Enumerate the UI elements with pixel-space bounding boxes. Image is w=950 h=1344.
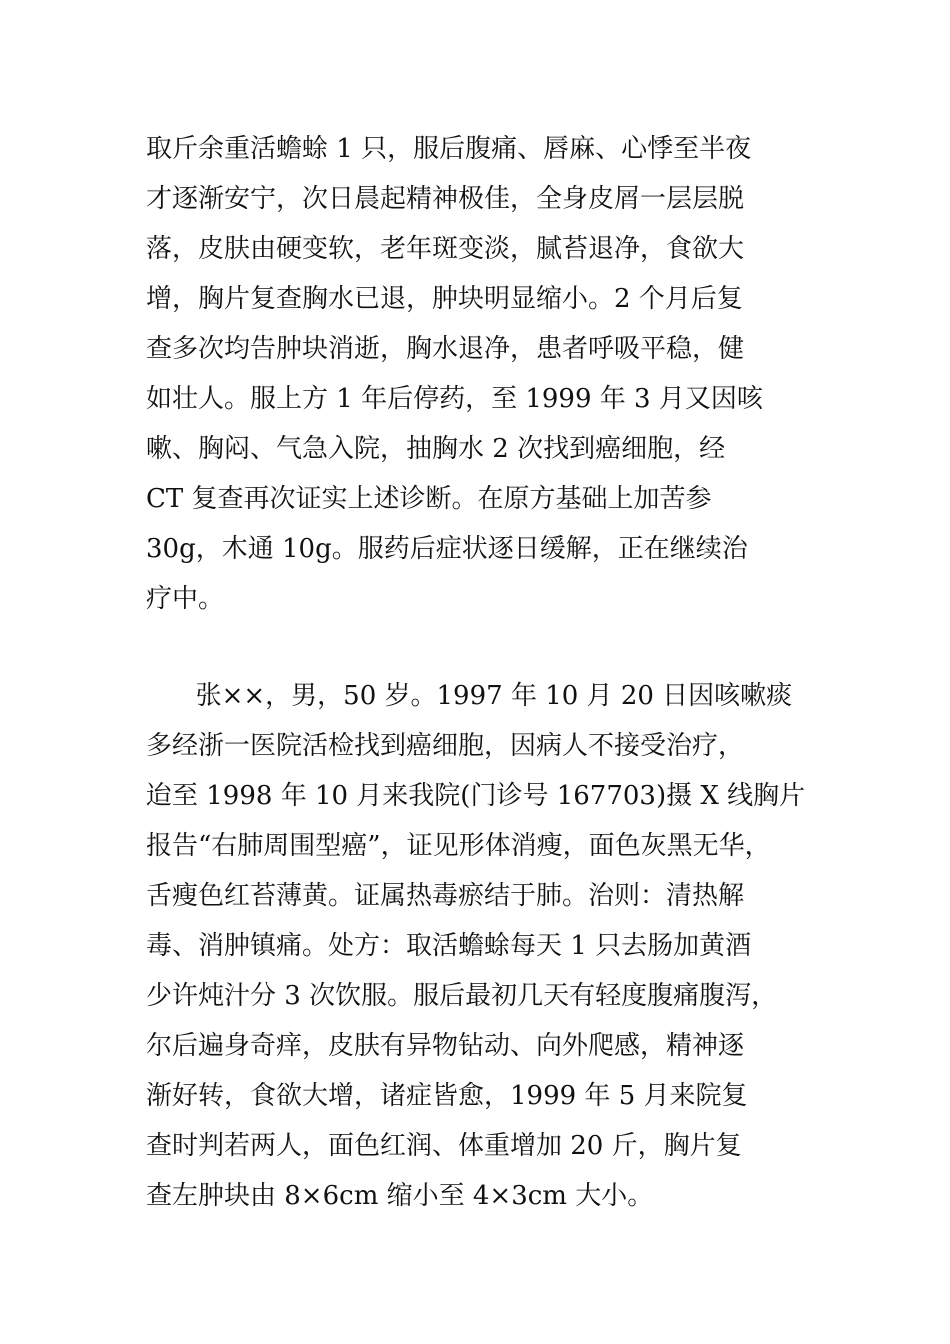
text-line: 取斤余重活蟾蜍 1 只，服后腹痛、唇麻、心悸至半夜 <box>146 134 752 164</box>
text-line: 增，胸片复查胸水已退，肿块明显缩小。2 个月后复 <box>146 284 743 314</box>
text-line: 查左肿块由 8×6cm 缩小至 4×3cm 大小。 <box>146 1181 654 1211</box>
text-line: 报告“右肺周围型癌”，证见形体消瘦，面色灰黑无华， <box>146 831 771 861</box>
text-line: 舌瘦色红苔薄黄。证属热毒瘀结于肺。治则：清热解 <box>146 881 745 911</box>
text-line: 迨至 1998 年 10 月来我院(门诊号 167703)摄 X 线胸片 <box>146 781 806 811</box>
text-line: 毒、消肿镇痛。处方：取活蟾蜍每天 1 只去肠加黄酒 <box>146 931 752 961</box>
text-line: 尔后遍身奇痒，皮肤有异物钻动、向外爬感，精神逐 <box>146 1031 745 1061</box>
text-line: CT 复查再次证实上述诊断。在原方基础上加苦参 <box>146 484 712 514</box>
text-line: 多经浙一医院活检找到癌细胞，因病人不接受治疗， <box>146 731 745 761</box>
text-line: 渐好转，食欲大增，诸症皆愈，1999 年 5 月来院复 <box>146 1081 748 1111</box>
text-line: 查时判若两人，面色红润、体重增加 20 斤，胸片复 <box>146 1131 742 1161</box>
text-line: 查多次均告肿块消逝，胸水退净，患者呼吸平稳，健 <box>146 334 745 364</box>
paragraph-case-continuation <box>146 124 836 624</box>
text-line: 疗中。 <box>146 584 225 614</box>
text-line: 嗽、胸闷、气急入院，抽胸水 2 次找到癌细胞，经 <box>146 434 726 464</box>
paragraph-case-zhang <box>146 671 836 1221</box>
text-line: 才逐渐安宁，次日晨起精神极佳，全身皮屑一层层脱 <box>146 184 745 214</box>
text-line: 落，皮肤由硬变软，老年斑变淡，腻苔退净，食欲大 <box>146 234 745 264</box>
text-line: 张××，男，50 岁。1997 年 10 月 20 日因咳嗽痰 <box>146 681 793 711</box>
text-line: 30g，木通 10g。服药后症状逐日缓解，正在继续治 <box>146 534 748 564</box>
text-line: 如壮人。服上方 1 年后停药，至 1999 年 3 月又因咳 <box>146 384 763 414</box>
text-line: 少许炖汁分 3 次饮服。服后最初几天有轻度腹痛腹泻， <box>146 981 778 1011</box>
